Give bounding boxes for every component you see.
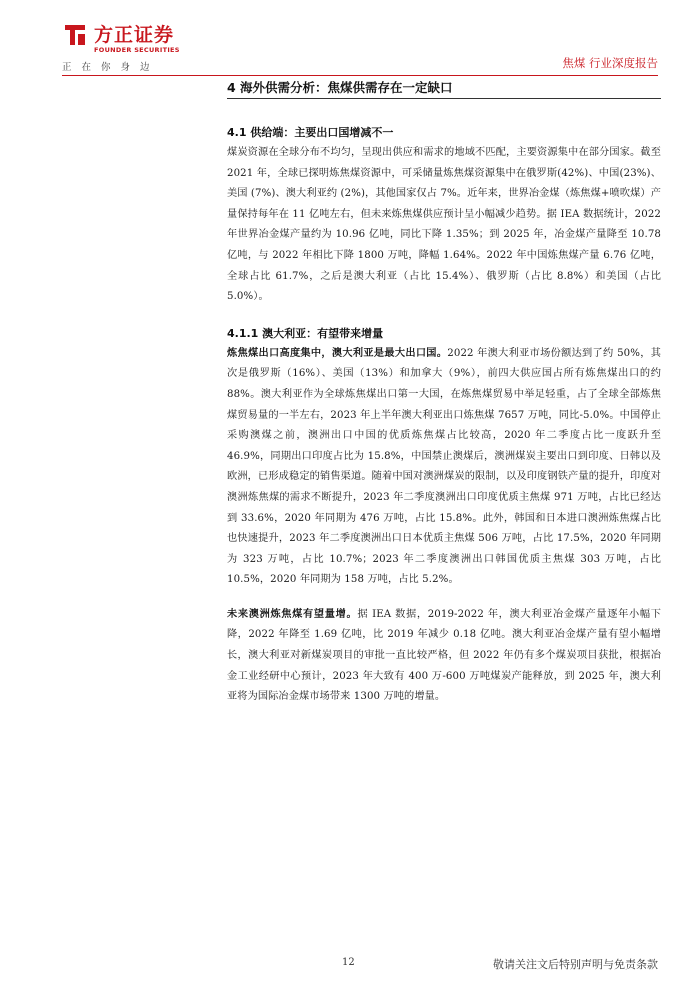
- subsection-heading-australia: 4.1.1 澳大利亚：有望带来增量: [227, 326, 384, 340]
- founder-logo-icon: [62, 22, 88, 48]
- supply-paragraph: 煤炭资源在全球分布不均匀，呈现出供应和需求的地域不匹配，主要资源集中在部分国家。截至 2021 年，全球已探明炼焦煤资源中，可采储量炼焦煤资源集中在俄罗斯(42%)、中国(23%)、美国 (7%)、澳大利亚约 (2%)，其他国家仅占 7%。近年来，世界冶金煤（炼焦煤+喷吹煤）产量保持每年在 11 亿吨左右，但未来炼焦煤供应预计呈小幅减少趋势。据 IEA 数据统计，2022 年世界冶金煤产量约为 10.96 亿吨，同比下降 1.35%；到 2025 年，冶金煤产量降至 10.78 亿吨，与 2022 年相比下降 1800 万吨，降幅 1.64%。2022 年中国炼焦煤产量 6.76 亿吨，全球占比 61.7%，之后是澳大利亚（占比 15.4%）、俄罗斯（占比 8.8%）和美国（占比 5.0%）。: [227, 147, 661, 303]
- subsection-heading-supply: 4.1 供给端：主要出口国增减不一: [227, 126, 394, 139]
- disclaimer-note: 敬请关注文后特别声明与免责条款: [493, 958, 658, 971]
- paragraph-lead-outlook: 未来澳洲炼焦煤有望量增。: [227, 608, 358, 620]
- section-heading: 4 海外供需分析：焦煤供需存在一定缺口: [227, 78, 661, 99]
- main-content: [227, 78, 661, 708]
- australia-outlook-paragraph: [227, 605, 661, 708]
- paragraph-body-export: 2022 年澳大利亚市场份额达到了约 50%，其次是俄罗斯（16%）、美国（13%）和加拿大（9%），前四大供应国占所有炼焦煤出口的约 88%。澳大利亚作为全球炼焦煤出口第一大国，在炼焦煤贸易中举足轻重，占了全球全部炼焦煤贸易量的一半左右，2023 年上半年澳大利亚出口炼焦煤 7657 万吨，同比-5.0%。中国停止采购澳煤之前，澳洲出口中国的优质炼焦煤占比较高，2020 年二季度占比一度跃升至 46.9%，同期出口印度占比为 15.8%，中国禁止澳煤后，澳洲煤炭主要出口到印度、日韩以及欧洲，已形成稳定的销售渠道。随着中国对澳洲煤炭的限制，以及印度钢铁产量的提升，印度对澳洲炼焦煤的需求不断提升，2023 年二季度澳洲出口印度优质主焦煤 971 万吨，占比已经达到 33.6%，2020 年同期为 476 万吨，占比 15.8%。此外，韩国和日本进口澳洲炼焦煤占比也快速提升，2023 年二季度澳洲出口日本优质主焦煤 506 万吨，占比 17.5%，2020 年同期为 323 万吨，占比 10.7%；2023 年二季度澳洲出口韩国优质主焦煤 303 万吨，占比 10.5%，2020 年同期为 158 万吨，占比 5.2%。: [227, 347, 661, 586]
- paragraph-body-outlook: 据 IEA 数据，2019-2022 年，澳大利亚冶金煤产量逐年小幅下降，2022 年降至 1.69 亿吨，比 2019 年减少 0.18 亿吨。澳大利亚冶金煤产量有望小幅增长，澳大利亚对新煤炭项目的审批一直比较严格，但 2022 年仍有多个煤炭项目获批，根据冶金工业经研中心预计，2023 年大致有 400 万-600 万吨煤炭产能释放，到 2025 年，澳大利亚将为国际冶金煤市场带来 1300 万吨的增量。: [227, 608, 662, 703]
- report-type-label: 焦煤 行业深度报告: [562, 56, 658, 70]
- logo-english-name: FOUNDER SECURITIES: [94, 46, 180, 54]
- australia-export-paragraph: [227, 344, 661, 591]
- paragraph-lead-export: 炼焦煤出口高度集中，澳大利亚是最大出口国。: [227, 347, 448, 359]
- company-slogan: 正在你身边: [62, 62, 160, 73]
- header-divider: [62, 75, 658, 76]
- page-number: 12: [342, 957, 355, 968]
- logo-chinese-name: 方正证券: [94, 24, 175, 46]
